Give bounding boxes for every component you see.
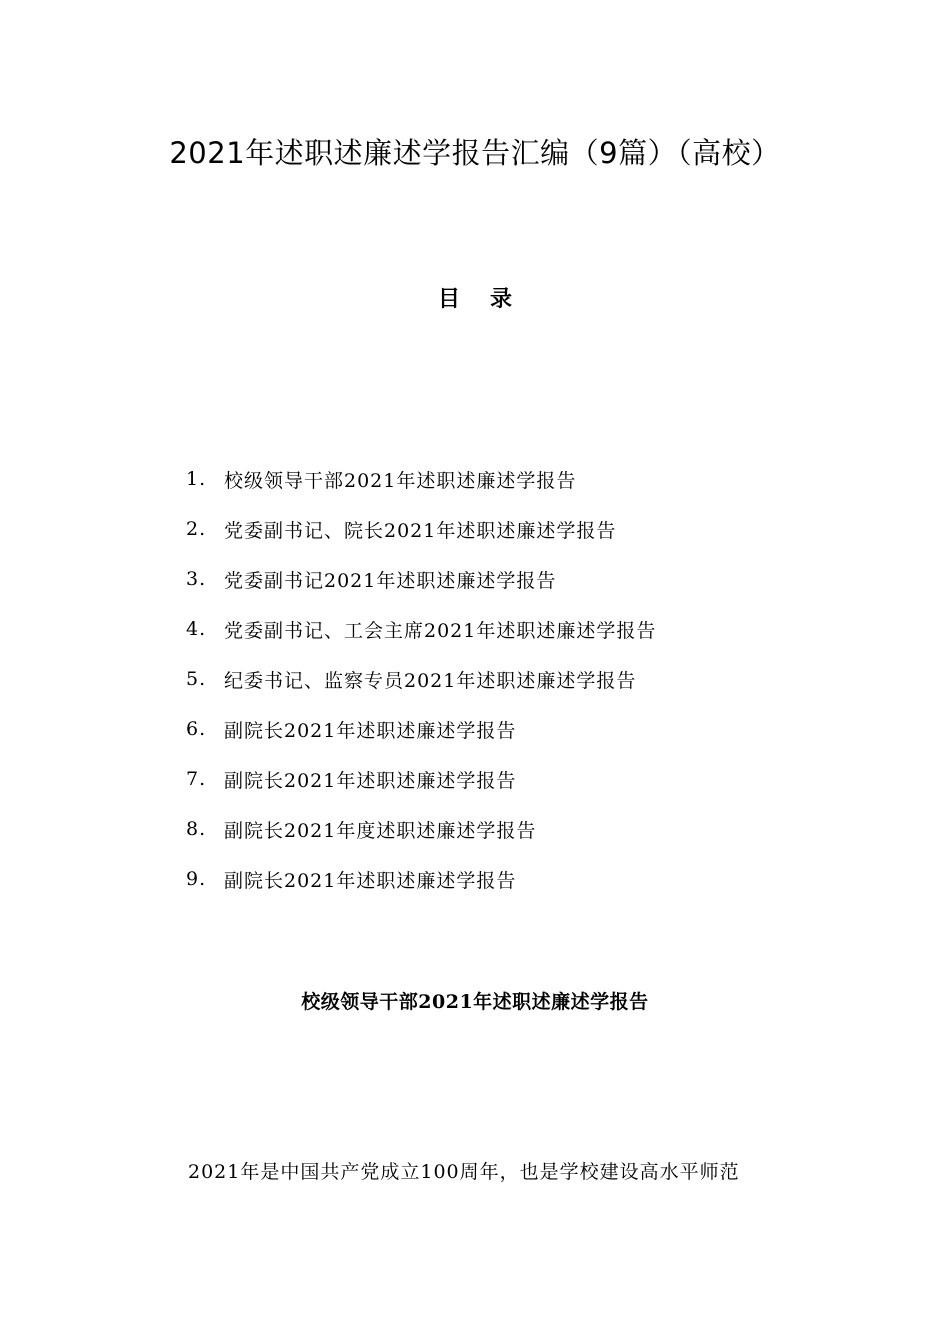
toc-item-label: 党委副书记2021年述职述廉述学报告 [224, 569, 557, 592]
toc-item-label: 党委副书记、工会主席2021年述职述廉述学报告 [224, 619, 657, 642]
toc-item[interactable] [186, 454, 656, 504]
toc-item-number: 4. [186, 618, 207, 640]
section-title: 校级领导干部2021年述职述廉述学报告 [301, 991, 649, 1013]
toc-heading: 目录 [437, 287, 542, 312]
toc-item-number: 6. [186, 718, 207, 740]
toc-item-number: 5. [186, 668, 207, 690]
toc-item-label: 副院长2021年述职述廉述学报告 [224, 869, 517, 892]
toc-item-number: 7. [186, 768, 207, 790]
toc-item-label: 纪委书记、监察专员2021年述职述廉述学报告 [224, 669, 637, 692]
toc-item[interactable] [186, 704, 656, 754]
document-title: 2021年述职述廉述学报告汇编（9篇）（高校） [169, 136, 781, 170]
toc-item[interactable] [186, 504, 656, 554]
toc-item-label: 校级领导干部2021年述职述廉述学报告 [224, 469, 577, 492]
toc-item[interactable] [186, 754, 656, 804]
table-of-contents [186, 454, 656, 904]
body-paragraph: 2021年是中国共产党成立100周年，也是学校建设高水平师范 [188, 1161, 740, 1183]
toc-item-label: 党委副书记、院长2021年述职述廉述学报告 [224, 519, 617, 542]
toc-item-label: 副院长2021年度述职述廉述学报告 [224, 819, 537, 842]
toc-item[interactable] [186, 854, 656, 904]
toc-item[interactable] [186, 554, 656, 604]
toc-item-number: 3. [186, 568, 207, 590]
toc-item[interactable] [186, 804, 656, 854]
toc-item-label: 副院长2021年述职述廉述学报告 [224, 769, 517, 792]
toc-item[interactable] [186, 604, 656, 654]
toc-item-number: 9. [186, 868, 207, 890]
toc-item-number: 8. [186, 818, 207, 840]
toc-item[interactable] [186, 654, 656, 704]
toc-item-number: 2. [186, 518, 207, 540]
toc-item-label: 副院长2021年述职述廉述学报告 [224, 719, 517, 742]
toc-item-number: 1. [186, 468, 207, 490]
